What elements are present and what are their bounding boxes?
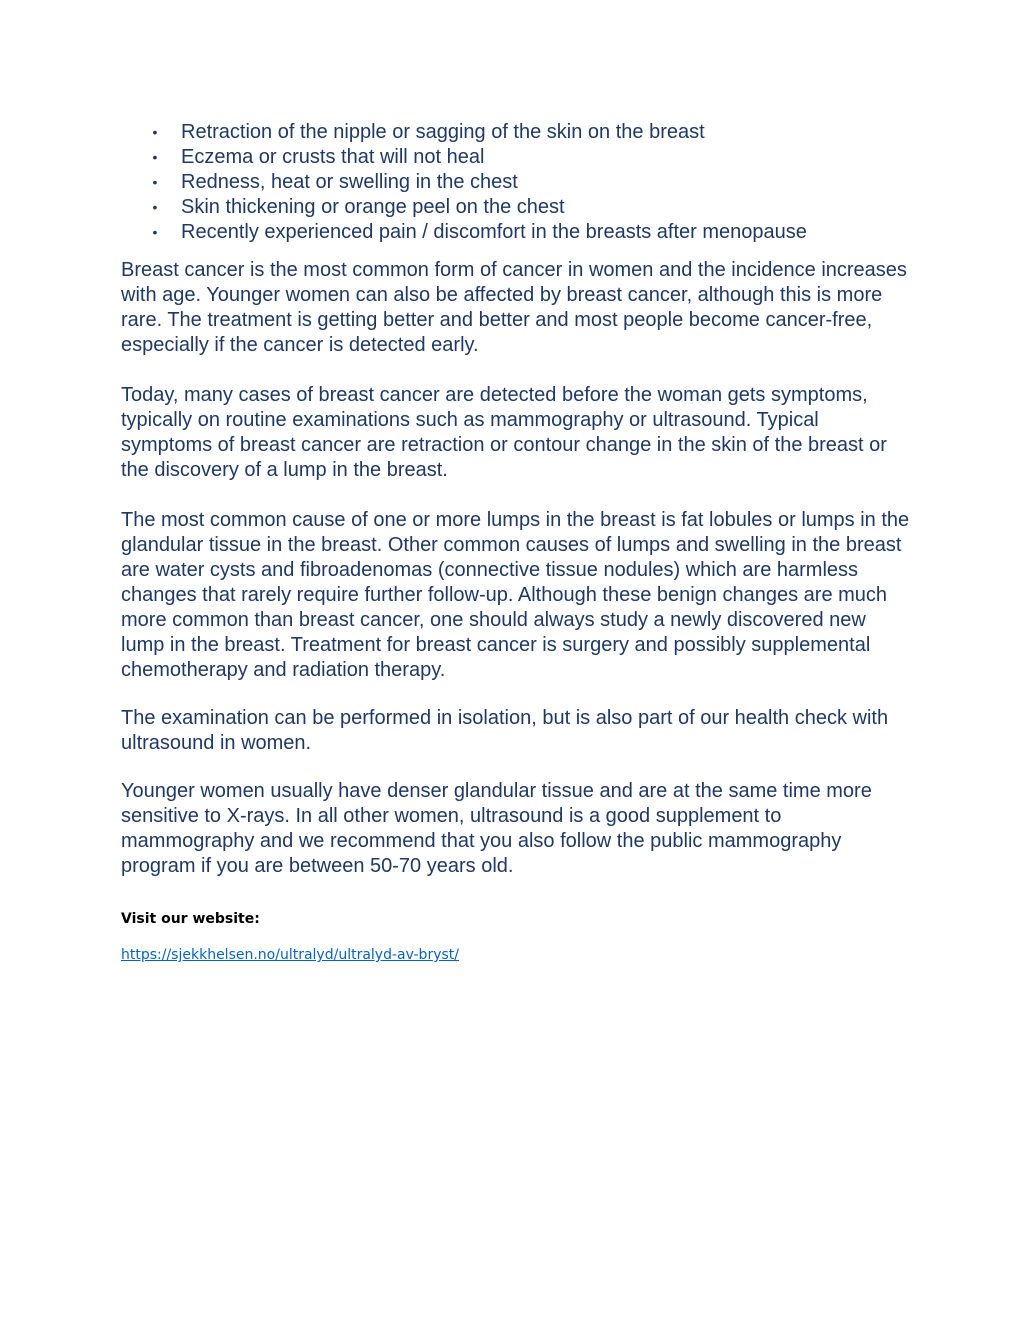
- symptom-text: Redness, heat or swelling in the chest: [181, 171, 518, 193]
- bullet-icon: •: [152, 174, 158, 190]
- paragraph-lump-causes: The most common cause of one or more lumps in the breast is fat lobules or lumps in the glandular tissue in the breast. Other common causes of lumps and swelling in the breast are water cysts and fibroadenomas (connective tissue nodules) which are harmless changes that rarely require further follow-up. Although these benign changes are much more common than breast cancer, one should always study a newly discovered new lump in the breast. Treatment for breast cancer is surgery and possibly supplemental chemotherapy and radiation therapy.: [121, 509, 910, 681]
- paragraph-incidence: Breast cancer is the most common form of cancer in women and the incidence increases with age. Younger women can also be affected by breast cancer, although this is more rare. The treatment is getting better and better and most people become cancer-free, especially if the cancer is detected early.: [121, 259, 907, 356]
- symptom-text: Retraction of the nipple or sagging of the skin on the breast: [181, 121, 705, 143]
- list-item: [121, 120, 911, 145]
- list-item: [121, 170, 911, 195]
- document-body: [121, 120, 911, 966]
- list-item: [121, 195, 911, 220]
- bullet-icon: •: [152, 149, 158, 165]
- visit-website-label: Visit our website:: [121, 911, 260, 927]
- bullet-icon: •: [152, 199, 158, 215]
- website-link[interactable]: https://sjekkhelsen.no/ultralyd/ultralyd-av-bryst/: [121, 947, 459, 963]
- symptom-list: [121, 120, 911, 245]
- bullet-icon: •: [152, 124, 158, 140]
- symptom-text: Recently experienced pain / discomfort in the breasts after menopause: [181, 221, 807, 243]
- list-item: [121, 145, 911, 170]
- list-item: [121, 220, 911, 245]
- bullet-icon: •: [152, 224, 158, 240]
- paragraph-detection: Today, many cases of breast cancer are detected before the woman gets symptoms, typically on routine examinations such as mammography or ultrasound. Typical symptoms of breast cancer are retraction or contour change in the skin of the breast or the discovery of a lump in the breast.: [121, 384, 887, 481]
- paragraph-younger-women: Younger women usually have denser glandular tissue and are at the same time more sensitive to X-rays. In all other women, ultrasound is a good supplement to mammography and we recommend that you also follow the public mammography program if you are between 50-70 years old.: [121, 780, 872, 877]
- paragraph-examination: The examination can be performed in isolation, but is also part of our health check with ultrasound in women.: [121, 707, 889, 754]
- symptom-text: Eczema or crusts that will not heal: [181, 146, 485, 168]
- symptom-text: Skin thickening or orange peel on the chest: [181, 196, 565, 218]
